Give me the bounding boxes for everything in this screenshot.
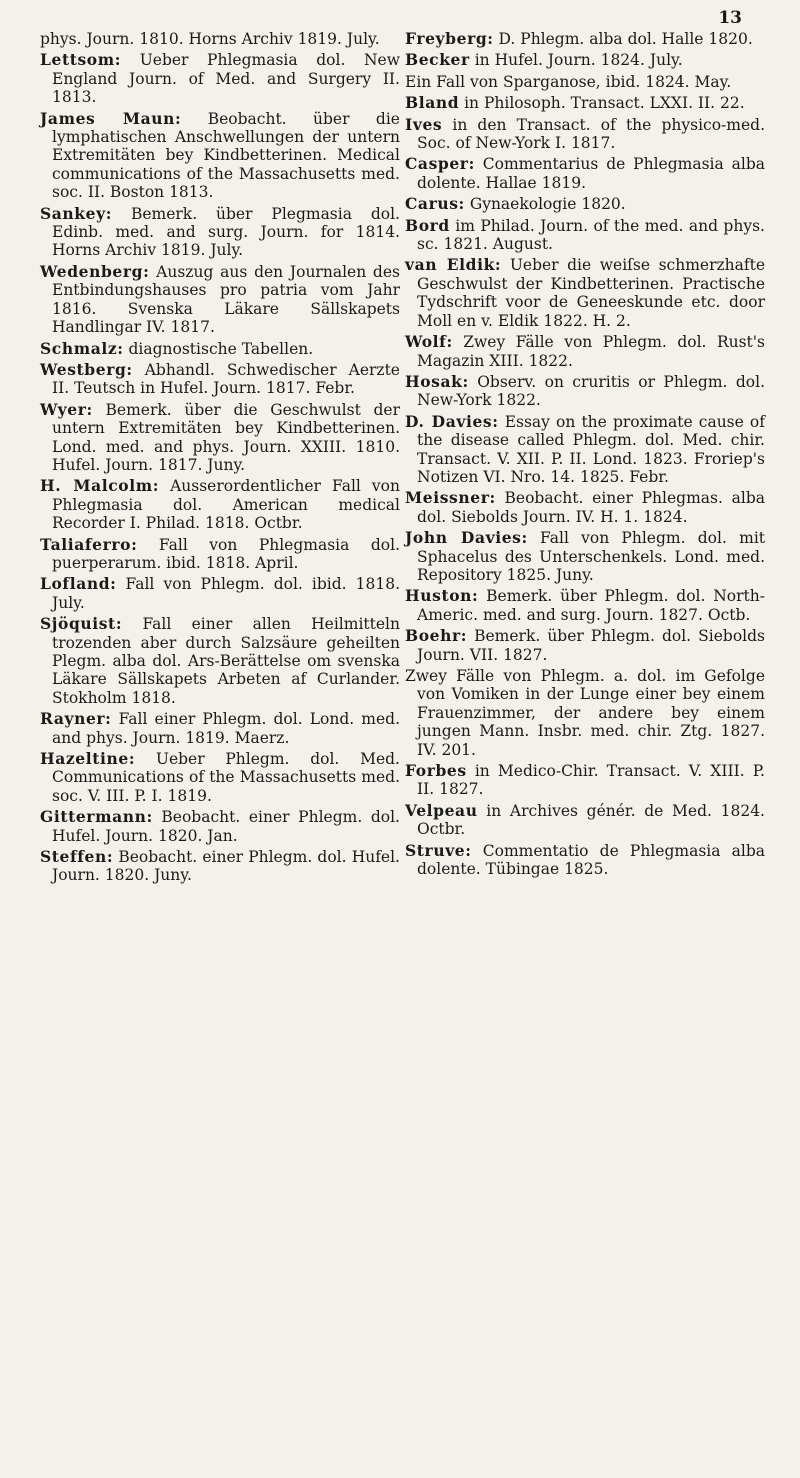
bibliography-entry (40, 710, 400, 747)
entry-text: Zwey Fälle von Phlegm. dol. Rust's Magazin XIII. 1822. (417, 333, 765, 370)
entry-text: Bemerk. über die Geschwulst der untern Extremitäten bey Kindbetterinen. Lond. med. and phys. Journ. XXIII. 1810. Hufel. Journ. 1817. Juny. (52, 400, 400, 474)
entry-text: phys. Journ. 1810. Horns Archiv 1819. July. (40, 30, 380, 48)
entry-author: Wyer: (40, 399, 93, 419)
bibliography-entry (405, 627, 765, 664)
entry-author: Sankey: (40, 203, 113, 223)
entry-author: D. Davies: (405, 411, 499, 431)
bibliography-entry (40, 401, 400, 475)
left-column (40, 30, 400, 888)
bibliography-entry (40, 110, 400, 202)
entry-text: Beobacht. einer Phlegmas. alba dol. Siebolds Journ. IV. H. 1. 1824. (417, 489, 765, 526)
page-number: 13 (718, 8, 742, 28)
entry-text: in den Transact. of the physico-med. Soc. of New-York I. 1817. (417, 115, 765, 153)
entry-text: Beobacht. einer Phlegm. dol. Hufel. Journ. 1820. Jan. (52, 808, 400, 845)
entry-author: Steffen: (40, 847, 114, 867)
entry-text: Fall einer allen Heilmitteln trozenden aber durch Salzsäure geheilten Plegm. alba dol. Ars-Berättelse om svenska Läkare Sällskapets Arbeten af Curlander. Stokholm 1818. (52, 615, 400, 707)
entry-text: Fall von Phlegm. dol. mit Sphacelus des Unterschenkels. Lond. med. Repository 1825. Juny. (417, 529, 766, 584)
entry-text: Observ. on cruritis or Phlegm. dol. New-York 1822. (417, 372, 765, 410)
entry-text: Bemerk. über Phlegm. dol. Siebolds Journ. VII. 1827. (417, 627, 765, 664)
bibliography-entry (40, 615, 400, 707)
bibliography-entry (40, 808, 400, 845)
entry-author: Schmalz: (40, 338, 124, 358)
entry-author: van Eldik: (405, 255, 502, 275)
bibliography-entry (405, 667, 765, 759)
entry-author: Sjöquist: (40, 614, 123, 634)
bibliography-entry (405, 94, 765, 112)
bibliography-entry (405, 333, 765, 370)
bibliography-entry (40, 263, 400, 337)
entry-text: diagnostische Tabellen. (128, 339, 314, 358)
entry-author: Struve: (405, 840, 472, 860)
bibliography-entry (40, 340, 400, 358)
bibliography-entry (405, 195, 765, 213)
entry-text: Bemerk. über Plegmasia dol. Edinb. med. and surg. Journ. for 1814. Horns Archiv 1819. July. (52, 204, 400, 260)
entry-author: Huston: (405, 586, 479, 606)
entry-text: in Hufel. Journ. 1824. July. (474, 51, 683, 70)
entry-author: Freyberg: (405, 29, 494, 48)
bibliography-entry (40, 536, 400, 573)
bibliography-entry (405, 256, 765, 330)
entry-text: Essay on the proximate cause of the disease called Phlegm. dol. Med. chir. Transact. V. XII. P. II. Lond. 1823. Froriep's Notizen VI. Nro. 14. 1825. Febr. (417, 412, 765, 486)
bibliography-entry (405, 30, 765, 48)
entry-author: Forbes (405, 761, 467, 781)
entry-author: Rayner: (40, 709, 112, 729)
entry-author: James Maun: (40, 108, 182, 128)
bibliography-entry (40, 30, 400, 48)
bibliography-entry (40, 361, 400, 398)
entry-text: Ein Fall von Sparganose, ibid. 1824. May. (405, 72, 732, 91)
bibliography-entry (405, 51, 765, 69)
entry-text: Bemerk. über Phlegm. dol. North-Americ. med. and surg. Journ. 1827. Octb. (417, 587, 765, 624)
entry-text: Fall von Phlegmasia dol. puerperarum. ibid. 1818. April. (52, 535, 400, 572)
entry-text: Commentatio de Phlegmasia alba dolente. Tübingae 1825. (417, 841, 765, 879)
bibliography-entry (405, 587, 765, 624)
bibliography-entry (405, 762, 765, 799)
entry-text: Ausserordentlicher Fall von Phlegmasia dol. American medical Recorder I. Philad. 1818. Octbr. (52, 477, 400, 533)
entry-author: H. Malcolm: (40, 476, 160, 496)
entry-author: John Davies: (405, 528, 528, 548)
entry-text: Ueber Phlegm. dol. Med. Communications of the Massachusetts med. soc. V. III. P. I. 1819. (52, 750, 400, 805)
entry-text: Beobacht. einer Phlegm. dol. Hufel. Journ. 1820. Juny. (52, 848, 400, 885)
bibliography-entry (405, 529, 765, 584)
entry-text: Commentarius de Phlegmasia alba dolente. Hallae 1819. (417, 155, 765, 192)
entry-author: Wolf: (405, 332, 453, 352)
entry-text: Auszug aus den Journalen des Entbindungshauses pro patria vom Jahr 1816. Svenska Läkare Sällskapets Handlingar IV. 1817. (52, 262, 400, 337)
bibliography-entry (405, 802, 765, 839)
entry-text: in Medico-Chir. Transact. V. XIII. P. II. 1827. (417, 762, 765, 799)
entry-author: Becker (405, 50, 470, 70)
entry-text: Abhandl. Schwedischer Aerzte II. Teutsch in Hufel. Journ. 1817. Febr. (52, 360, 400, 398)
bibliography-entry (405, 373, 765, 410)
entry-text: Fall einer Phlegm. dol. Lond. med. and phys. Journ. 1819. Maerz. (52, 710, 400, 747)
entry-text: in Philosoph. Transact. LXXI. II. 22. (464, 94, 745, 113)
bibliography-entry (405, 413, 765, 487)
entry-text: Beobacht. über die lymphatischen Anschwellungen der untern Extremitäten bey Kindbetterinen. Medical communications of the Massachusetts med. soc. II. Boston 1813. (52, 109, 400, 202)
entry-text: Fall von Phlegm. dol. ibid. 1818. July. (52, 575, 400, 612)
entry-text: Zwey Fälle von Phlegm. a. dol. im Gefolge von Vomiken in der Lunge einer bey einem Frauenzimmer, der andere bey einem jungen Mann. Insbr. med. chir. Ztg. 1827. IV. 201. (405, 667, 765, 759)
bibliography-entry (40, 575, 400, 612)
entry-text: in Archives génér. de Med. 1824. Octbr. (417, 801, 765, 839)
bibliography-entry (405, 217, 765, 254)
entry-text: Ueber Phlegmasia dol. New England Journ. of Med. and Surgery II. 1813. (52, 51, 400, 107)
entry-author: Hazeltine: (40, 749, 136, 769)
bibliography-entry (405, 489, 765, 526)
entry-text: im Philad. Journ. of the med. and phys. sc. 1821. August. (417, 216, 765, 254)
entry-author: Westberg: (40, 359, 133, 379)
entry-author: Wedenberg: (40, 261, 150, 281)
entry-text: Gynaekologie 1820. (469, 195, 626, 214)
entry-author: Bland (405, 93, 460, 113)
entry-author: Taliaferro: (40, 534, 138, 554)
entry-author: Casper: (405, 154, 475, 174)
bibliography-entry (40, 848, 400, 885)
entry-author: Lettsom: (40, 50, 122, 70)
bibliography-entry (40, 750, 400, 805)
entry-author: Lofland: (40, 574, 117, 594)
entry-text: D. Phlegm. alba dol. Halle 1820. (498, 30, 753, 48)
bibliography-entry (405, 842, 765, 879)
entry-author: Hosak: (405, 371, 469, 391)
bibliography-entry (405, 155, 765, 192)
entry-author: Carus: (405, 194, 465, 214)
bibliography-entry (40, 477, 400, 532)
entry-author: Gittermann: (40, 807, 153, 827)
entry-text: Ueber die weiſse schmerzhafte Geschwulst der Kindbetterinen. Practische Tydschrift voor de Geneeskunde etc. door Moll en v. Eldik 1822. H. 2. (417, 256, 766, 330)
entry-author: Velpeau (405, 800, 478, 820)
bibliography-entry (405, 116, 765, 153)
bibliography-entry (40, 51, 400, 106)
bibliography-entry (40, 205, 400, 260)
entry-author: Boehr: (405, 626, 468, 646)
bibliography-entry (405, 73, 765, 91)
right-column (405, 30, 765, 881)
entry-author: Meissner: (405, 488, 496, 508)
entry-author: Ives (405, 114, 443, 134)
entry-author: Bord (405, 215, 450, 235)
